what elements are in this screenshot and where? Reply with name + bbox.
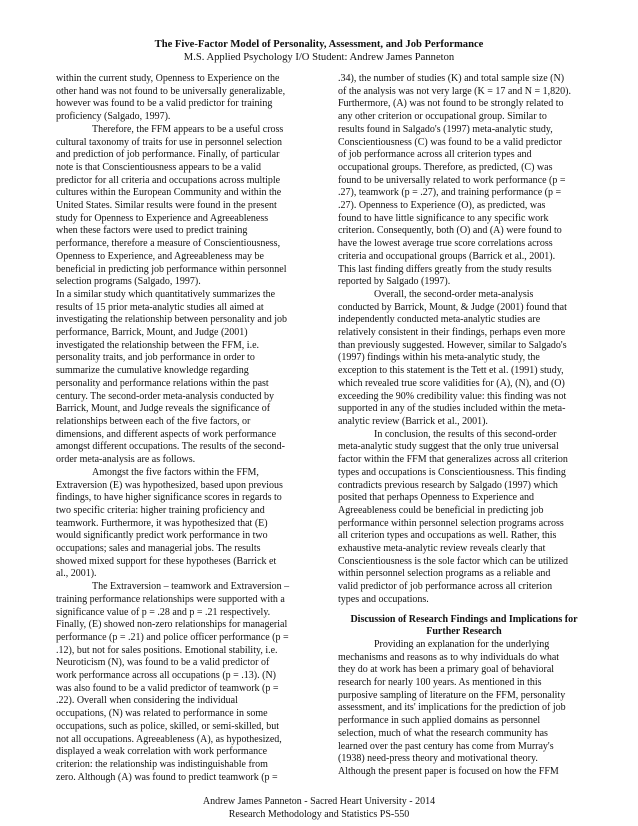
footer-line-1: Andrew James Panneton - Sacred Heart University - 2014 [202, 796, 436, 807]
text-line: two specific criteria: higher training proficiency and [56, 504, 265, 516]
text-line: In a similar study which quantitatively summarizes the [56, 288, 276, 300]
text-line: Finally, (E) showed non-zero relationships for managerial [56, 619, 288, 631]
text-line: personality and performance relations within the past [56, 377, 269, 389]
text-line: This last finding differs greatly from the study results [338, 263, 552, 275]
text-line: proficiency (Salgado, 1997). [56, 111, 171, 123]
text-line: purposive sampling of literature on the FFM, personality [338, 689, 566, 701]
left-column [56, 73, 307, 784]
text-line: order meta-analysis are as follows. [56, 454, 196, 466]
text-line: occupations, (N) was related to performance in some [56, 708, 268, 720]
text-line: note is that Conscientiousness appears to be a valid [56, 161, 261, 173]
text-line: beneficial in predicting job performance within personnel [56, 263, 287, 275]
text-line: Providing an explanation for the underlying [374, 638, 550, 650]
text-line: performance, therefore a measure of Conscientiousness, [56, 238, 281, 250]
text-line: cultures within the European Community and within the [56, 187, 282, 199]
text-line: Barrick, Mount, and Judge reveals the significance of [56, 403, 271, 415]
text-line: Amongst the five factors within the FFM, [92, 466, 259, 478]
text-line: research for nearly 100 years. As mentioned in this [338, 677, 542, 689]
text-line: results found in Salgado's (1997) meta-analytic study, [338, 123, 553, 135]
text-line: criterion: the relationship was indistinguishable from [56, 758, 268, 770]
text-line: occupations; sales and managerial jobs. The results [56, 543, 261, 555]
section-heading: Further Research [426, 626, 502, 638]
text-line: personality traits, and job performance in order to [56, 352, 255, 364]
text-line: cultural taxonomy of traits for use in personnel selection [56, 136, 283, 148]
text-line: any other criterion or occupational group. Similar to [338, 111, 547, 123]
text-line: showed mixed support for these hypotheses (Barrick et [56, 555, 277, 567]
text-line: performance, Barrick, Mount, and Judge (2001) [56, 327, 248, 339]
text-line: predictor for all criteria and occupations across multiple [56, 174, 281, 186]
text-line: century. The second-order meta-analysis conducted by [56, 390, 274, 402]
text-line: findings, to have higher significance scores in regards to [56, 492, 282, 504]
text-line: types and occupations. [338, 593, 429, 605]
text-line: Neuroticism (N), was found to be a valid predictor of [56, 657, 270, 669]
text-line: Therefore, the FFM appears to be a useful cross [92, 123, 284, 135]
text-line: analytic review (Barrick et al., 2001). [338, 415, 488, 427]
text-line: zero. Although (A) was found to predict teamwork (p = [56, 771, 278, 783]
text-line: .27), teamwork (p = .27), and training performance (p = [338, 187, 562, 199]
text-line: of the analysis was not very large (K = 17 and N = 1,820). [338, 85, 571, 97]
text-line: independently conducted meta-analytic studies are [338, 314, 541, 326]
text-line: within personnel selection programs as a reliable and [338, 568, 551, 580]
text-line: The Extraversion – teamwork and Extraversion – [92, 581, 290, 593]
footer-line-2: Research Methodology and Statistics PS-550 [228, 808, 410, 820]
text-line: valid predictor of job performance across all criterion [338, 581, 553, 593]
text-line: factor within the FFM that generalizes across all criterion [338, 454, 568, 466]
text-line: found to be universally related to work performance (p = [338, 174, 566, 186]
text-line: posited that perhaps Openness to Experience and [338, 492, 535, 504]
text-line: work performance across all occupations (p = .13). (N) [56, 670, 277, 682]
section-heading: Discussion of Research Findings and Implications for [350, 613, 578, 625]
text-line: criteria and occupational groups (Barrick et al., 2001). [338, 250, 556, 262]
author-line: M.S. Applied Psychology I/O Student: Andrew James Panneton [183, 52, 455, 63]
text-line: Agreeableness could be beneficial in predicting job [338, 504, 544, 516]
text-line: teamwork. Furthermore, it was hypothesized that (E) [56, 517, 268, 529]
text-line: (1997) findings within his meta-analytic study, the [338, 352, 540, 364]
text-line: within the current study, Openness to Experience on the [56, 73, 280, 84]
text-line: reported by Salgado (1997). [338, 276, 451, 288]
text-line: Overall, the second-order meta-analysis [374, 288, 534, 300]
text-line: however was found to be a valid predictor for training [56, 98, 273, 110]
text-line: not all occupations. Agreeableness (A), as hypothesized, [56, 733, 282, 745]
text-line: all criterion types and occupations as well. Rather, this [338, 530, 557, 542]
text-line: relationships between each of the five factors, or [56, 415, 251, 427]
text-line: Conscientiousness (C) was found to be a valid predictor [338, 136, 562, 148]
text-line: criterion. Consequently, both (O) and (A) were found to [338, 225, 562, 237]
paper-title: The Five-Factor Model of Personality, Assessment, and Job Performance [154, 39, 484, 50]
text-line: In conclusion, the results of this second-order [374, 428, 557, 440]
text-line: and prediction of job performance. Finally, of particular [56, 149, 280, 161]
text-line: results of 15 prior meta-analytic studies all aimed at [56, 301, 264, 313]
text-line: investigated the relationship between the FFM, i.e. [56, 339, 260, 351]
page-footer [0, 796, 638, 821]
text-line: Extraversion (E) was hypothesized, based upon previous [56, 479, 283, 491]
text-line: training performance relationships were supported with a [56, 593, 285, 605]
text-line: types and occupations is Conscientiousness. This finding [338, 466, 566, 478]
text-line: performance in such applied domains as personnel [338, 715, 541, 727]
text-line: Conscientiousness is the sole factor which can be utilized [338, 555, 568, 567]
text-line: occupational groups. Therefore, as predicted, (C) was [338, 161, 553, 173]
text-line: performance within personnel selection programs across [338, 517, 564, 529]
text-line: dimensions, and different aspects of work performance [56, 428, 277, 440]
text-line: conducted by Barrick, Mount, & Judge (2001) found that [338, 301, 567, 313]
text-line: selection, much of what the research community has [338, 727, 548, 739]
text-line: than previously suggested. However, similar to Salgado's [338, 339, 567, 351]
text-line: would significantly predict work performance in two [56, 530, 268, 542]
text-line: displayed a weak correlation with work performance [56, 746, 268, 758]
text-line: Openness to Experience, and Agreeableness may be [56, 250, 264, 262]
text-line: have the lowest average true score correlations across [338, 238, 553, 250]
text-line: .12), but not for sales positions. Emotional stability, i.e. [56, 644, 278, 656]
text-line: learned over the past century has come from Murray's [338, 740, 554, 752]
text-line: was also found to be a valid predictor of teamwork (p = [56, 682, 279, 694]
page-header [0, 38, 638, 64]
text-line: Furthermore, (A) was not found to be strongly related to [338, 98, 564, 110]
text-line: contradicts previous research by Salgado (1997) which [338, 479, 558, 491]
text-line: of job performance across all criterion types and [338, 149, 532, 161]
text-line: mechanisms and reasons as to why individuals do what [338, 651, 560, 663]
text-line: selection programs (Salgado, 1997). [56, 276, 201, 288]
text-line: investigating the relationship between personality and job [56, 314, 288, 326]
text-line: .22). Overall when considering the individual [56, 695, 238, 707]
right-column [338, 73, 590, 779]
text-line: which revealed true score validities for (A), (N), and (O) [338, 377, 565, 389]
text-line: other hand was not found to be universally generalizable, [56, 85, 286, 97]
text-line: al., 2001). [56, 568, 97, 580]
text-line: when these factors were used to predict training [56, 225, 248, 237]
text-line: exceeding the 90% credibility value: this finding was not [338, 390, 567, 402]
text-line: .27). Openness to Experience (O), as predicted, was [338, 200, 546, 212]
text-line: meta-analytic study suggest that the only true universal [338, 441, 559, 453]
section-gap [338, 607, 590, 614]
text-line: they do at work has been a primary goal of behavioral [338, 664, 555, 676]
text-line: found to have little significance to any specific work [338, 212, 549, 224]
text-line: exception to this statement is the Tett et al. (1991) study, [338, 365, 564, 377]
text-line: (1938) need-press theory and motivational theory. [338, 753, 538, 765]
text-line: performance (p = .21) and police officer performance (p = [56, 631, 289, 643]
text-line: United States. Similar results were found in the present [56, 200, 277, 212]
text-line: exhaustive meta-analytic review reveals clearly that [338, 543, 546, 555]
text-line: significance value of p = .28 and p = .21 respectively. [56, 606, 271, 618]
text-line: .34), the number of studies (K) and total sample size (N) [338, 73, 565, 84]
text-line: relatively consistent in their findings, perhaps even more [338, 327, 566, 339]
text-line: Although the present paper is focused on how the FFM [338, 765, 559, 777]
text-line: occupations, such as police, skilled, or semi-skilled, but [56, 720, 280, 732]
text-line: amongst different occupations. The results of the second- [56, 441, 286, 453]
text-line: assessment, and its' implications for the prediction of job [338, 702, 566, 714]
text-line: study for Openness to Experience and Agreeableness [56, 212, 269, 224]
text-line: summarize the cumulative knowledge regarding [56, 365, 249, 377]
text-line: supported in any of the studies included within the meta- [338, 403, 566, 415]
